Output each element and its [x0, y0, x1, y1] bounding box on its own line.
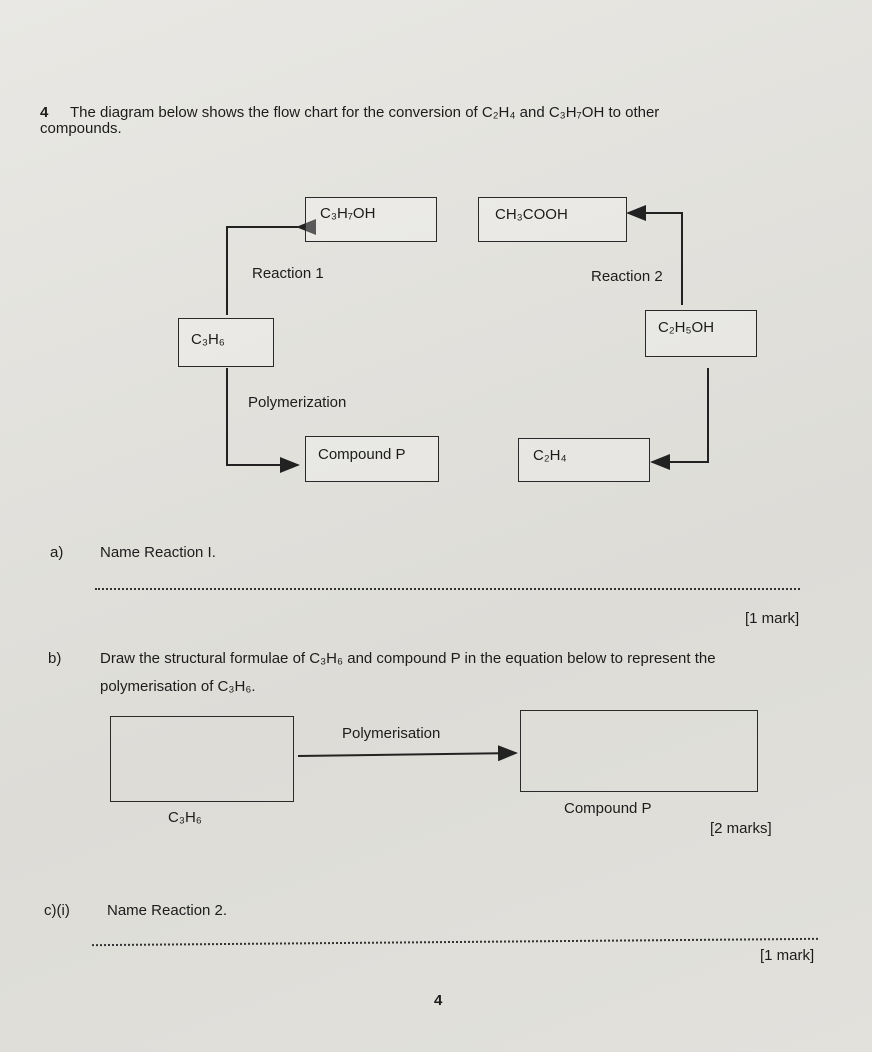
part-b-question-line2: polymerisation of C₃H₆.: [100, 678, 256, 695]
box-ethene: [518, 438, 650, 482]
compound-p-structure-box[interactable]: [520, 710, 758, 792]
polymerisation-arrow: [298, 753, 516, 756]
polymerization-label: Polymerization: [248, 394, 347, 411]
part-b-right-box-label: Compound P: [564, 800, 652, 817]
box-propene-label: C₃H₆: [191, 331, 225, 348]
box-ethene-label: C₂H₄: [533, 447, 567, 464]
part-b-left-box-label: C₃H₆: [168, 809, 202, 826]
box-propene: [178, 318, 274, 367]
reaction-2-line: [628, 213, 682, 305]
part-a-marks: [1 mark]: [745, 610, 800, 627]
part-b-arrow-label: Polymerisation: [342, 725, 441, 742]
box-ethanoic-acid-label: CH₃COOH: [495, 206, 568, 223]
polymerization-line: [227, 368, 298, 465]
hydration-line: [652, 368, 708, 462]
part-c-question: Name Reaction 2.: [107, 902, 228, 919]
reaction-2-label: Reaction 2: [591, 268, 663, 285]
box-ethanol-label: C₂H₅OH: [658, 319, 715, 336]
part-b-label: b): [48, 650, 62, 667]
box-ethanol: [645, 310, 757, 357]
box-ethanoic-acid: [478, 197, 627, 242]
question-intro-line2: compounds.: [40, 120, 122, 137]
propene-structure-box[interactable]: [110, 716, 294, 802]
part-b-marks: [2 marks]: [710, 820, 772, 837]
page-number: 4: [434, 992, 443, 1009]
box-compound-p: [305, 436, 439, 482]
reaction-1-label: Reaction 1: [252, 265, 324, 282]
part-c-marks: [1 mark]: [760, 947, 815, 964]
part-b-question-line1: Draw the structural formulae of C₃H₆ and compound P in the equation below to represent the: [100, 650, 716, 667]
question-number: 4: [40, 104, 49, 121]
part-a-question: Name Reaction I.: [100, 544, 216, 561]
part-c-label: c)(i): [44, 902, 70, 919]
question-intro-line1: The diagram below shows the flow chart for the conversion of C₂H₄ and C₃H₇OH to other: [70, 104, 660, 121]
part-a-label: a): [50, 544, 64, 561]
box-propanol-label: C₃H₇OH: [320, 205, 376, 222]
box-propanol: [305, 197, 437, 242]
part-a-answer-line[interactable]: [95, 588, 800, 590]
box-compound-p-label: Compound P: [318, 446, 406, 463]
